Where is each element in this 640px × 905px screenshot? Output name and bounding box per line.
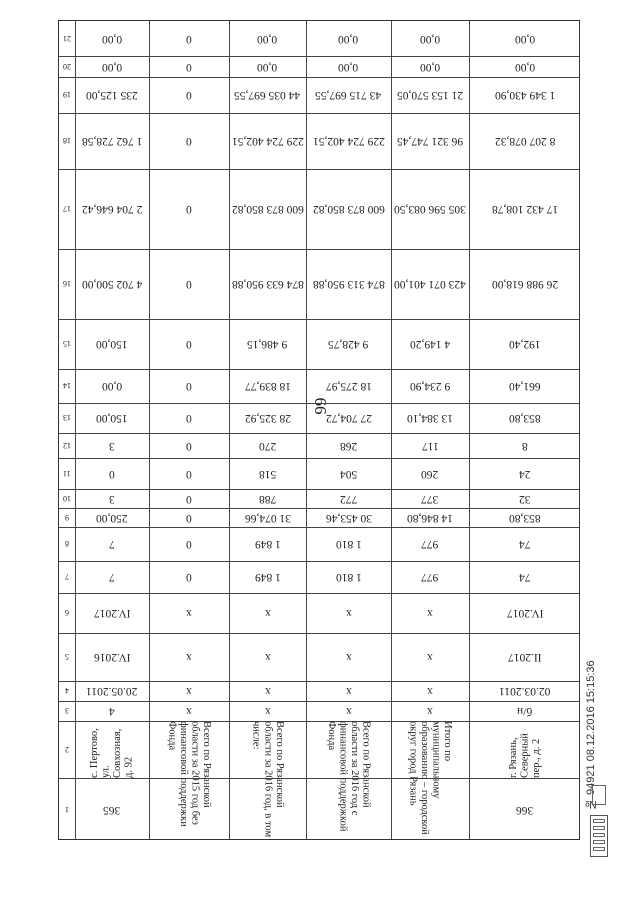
table-cell-text: 3: [109, 493, 115, 506]
table-cell: [149, 433, 229, 458]
table-cell: [391, 508, 469, 527]
table-cell: [391, 21, 469, 56]
table-cell-text: 0: [186, 468, 192, 481]
row-address: [469, 721, 581, 778]
table-cell-text: 150,00: [96, 338, 128, 351]
table-cell-text: 788: [258, 493, 277, 506]
data-table: [58, 20, 580, 840]
row-label: [391, 721, 469, 841]
table-cell-text: 874 313 950,88: [312, 278, 385, 291]
table-cell-text: 192,40: [509, 338, 541, 351]
table-cell-text: 117: [421, 440, 439, 453]
table-cell-text: х: [427, 607, 433, 620]
table-cell-text: 32: [519, 493, 531, 506]
table-cell-text: 4 149,20: [409, 338, 451, 351]
table-cell: [75, 633, 149, 681]
column-number-text: 17: [63, 204, 71, 214]
column-number-text: 10: [63, 494, 71, 504]
table-cell: [306, 21, 391, 56]
table-cell-text: 977: [421, 571, 439, 584]
row-number-text: 366: [516, 804, 534, 817]
table-cell: [306, 458, 391, 489]
table-cell: [229, 561, 306, 593]
column-number: [59, 56, 75, 77]
table-cell: [469, 458, 581, 489]
table-cell: [229, 593, 306, 633]
table-cell-text: 0,00: [338, 61, 359, 74]
table-cell: [469, 56, 581, 77]
column-number: [59, 561, 75, 593]
table-cell: [229, 369, 306, 403]
table-cell: [229, 433, 306, 458]
table-cell: [469, 77, 581, 113]
table-cell: [75, 458, 149, 489]
column-number-text: 5: [65, 652, 69, 662]
table-cell: [469, 527, 581, 561]
table-cell: [149, 319, 229, 369]
table-cell: [75, 403, 149, 433]
table-cell-text: 0: [186, 33, 192, 46]
table-cell: [149, 56, 229, 77]
table-cell: [306, 433, 391, 458]
table-cell-text: 260: [421, 468, 439, 481]
table-cell: [229, 403, 306, 433]
table-cell-text: IV.2017: [506, 607, 544, 620]
table-cell: [229, 319, 306, 369]
table-cell: [306, 369, 391, 403]
table-cell-text: 150,00: [96, 412, 128, 425]
column-number: [59, 721, 75, 778]
table-cell-text: 0: [186, 380, 192, 393]
table-cell: [306, 701, 391, 721]
table-cell: [306, 489, 391, 508]
table-cell: [229, 458, 306, 489]
table-cell-text: х: [427, 705, 433, 718]
table-cell: [229, 633, 306, 681]
table-cell: [149, 508, 229, 527]
table-cell: [149, 489, 229, 508]
column-number-text: 18: [63, 136, 71, 146]
table-cell-text: 8: [522, 440, 528, 453]
table-cell-text: 20.05.2011: [86, 685, 138, 698]
table-cell-text: 0,00: [419, 33, 441, 46]
table-cell: [469, 508, 581, 527]
table-cell: [75, 701, 149, 721]
table-cell: [391, 369, 469, 403]
row-address: [75, 721, 149, 778]
table-cell-text: 24: [519, 468, 531, 481]
table-cell: [306, 561, 391, 593]
table-cell-text: 1 810: [335, 571, 362, 584]
table-cell-text: х: [264, 705, 271, 718]
table-cell: [75, 319, 149, 369]
table-cell-text: б/н: [517, 705, 533, 718]
table-cell-text: 0,00: [338, 33, 359, 46]
table-cell-text: х: [264, 651, 271, 664]
table-cell: [391, 113, 469, 169]
table-cell: [469, 403, 581, 433]
column-number-text: 15: [63, 339, 71, 349]
table-cell: [391, 701, 469, 721]
table-cell-text: 0: [186, 203, 192, 216]
table-cell-text: х: [345, 651, 352, 664]
table-cell: [306, 403, 391, 433]
table-cell: [391, 489, 469, 508]
table-cell-text: 13 384,10: [407, 412, 453, 425]
table-cell: [149, 593, 229, 633]
table-cell-text: х: [186, 651, 192, 664]
column-number: [59, 681, 75, 701]
table-cell: [469, 21, 581, 56]
table-cell-text: 977: [421, 538, 439, 551]
column-number: [59, 778, 75, 841]
table-cell-text: 0,00: [514, 33, 536, 46]
table-cell: [469, 593, 581, 633]
table-cell: [149, 403, 229, 433]
table-cell-text: х: [186, 607, 192, 620]
column-number: [59, 527, 75, 561]
table-cell-text: 0: [186, 412, 192, 425]
table-cell: [149, 21, 229, 56]
column-number: [59, 433, 75, 458]
table-cell: [306, 633, 391, 681]
column-number: [59, 21, 75, 56]
table-cell: [469, 319, 581, 369]
table-cell: [469, 681, 581, 701]
column-number-text: 13: [63, 413, 71, 423]
table-cell-text: 0: [186, 89, 192, 102]
table-cell: [229, 77, 306, 113]
column-number-text: 11: [63, 469, 71, 479]
table-cell: [391, 403, 469, 433]
table-cell-text: 7: [109, 571, 115, 584]
table-cell: [391, 319, 469, 369]
table-cell-text: 9 428,75: [328, 338, 369, 351]
table-cell: [75, 681, 149, 701]
table-cell: [306, 508, 391, 527]
table-cell: [391, 527, 469, 561]
table-cell-text: 305 596 083,50: [394, 203, 466, 216]
row-label-text: Всего по Рязанской области за 2015 год без финансовой поддержки Фонда: [166, 721, 213, 827]
table-cell: [229, 56, 306, 77]
table-cell-text: 4 702 500,00: [81, 278, 143, 291]
column-number: [59, 508, 75, 527]
table-cell: [229, 249, 306, 319]
table-cell: [306, 169, 391, 249]
table-cell: [391, 77, 469, 113]
row-label: [229, 721, 306, 841]
table-cell-text: 0,00: [514, 61, 536, 74]
table-cell-text: 772: [339, 493, 358, 506]
table-cell-text: х: [264, 685, 271, 698]
column-number-text: 1: [65, 805, 69, 815]
column-number: [59, 489, 75, 508]
column-number-text: 4: [65, 686, 69, 696]
table-cell: [75, 56, 149, 77]
row-label-text: Всего по Рязанской области за 2016 год с финансовой поддержкой Фонда: [325, 721, 372, 832]
table-cell-text: 74: [519, 571, 531, 584]
column-number-text: 2: [65, 745, 69, 755]
table-cell: [149, 249, 229, 319]
table-cell: [469, 369, 581, 403]
table-cell: [229, 681, 306, 701]
table-cell-text: 18 275,97: [325, 380, 372, 393]
table-cell-text: 17 432 108,78: [491, 203, 559, 216]
barcode-icon: [590, 815, 608, 857]
table-cell-text: 74: [519, 538, 531, 551]
column-number: [59, 458, 75, 489]
table-cell: [149, 527, 229, 561]
column-number-text: 9: [65, 513, 69, 523]
table-cell: [391, 458, 469, 489]
table-cell: [469, 249, 581, 319]
column-number: [59, 249, 75, 319]
table-cell-text: 14 846,80: [407, 512, 453, 525]
table-cell: [75, 561, 149, 593]
table-cell-text: 0,00: [257, 33, 278, 46]
table-cell-text: 9 486,15: [247, 338, 288, 351]
row-label: [306, 721, 391, 841]
table-cell-text: х: [345, 705, 352, 718]
column-number: [59, 369, 75, 403]
table-cell: [75, 77, 149, 113]
registration-stamp: № 94921 08.12.2016 15:15:36: [585, 660, 597, 810]
table-cell: [149, 681, 229, 701]
table-cell-text: 0: [186, 493, 192, 506]
column-number: [59, 113, 75, 169]
table-cell: [229, 489, 306, 508]
row-number: [469, 778, 581, 841]
table-cell: [229, 21, 306, 56]
table-cell-text: 661,40: [509, 380, 541, 393]
table-cell-text: II.2017: [508, 651, 542, 664]
row-address-text: г. Рязань, Северный пер., д. 2: [507, 733, 542, 778]
row-label-text: Всего по Рязанской области за 2016 год, в том числе:: [250, 721, 285, 838]
table-cell: [149, 633, 229, 681]
table-cell-text: 0,00: [101, 61, 123, 74]
table-cell: [469, 701, 581, 721]
table-cell-text: 18 839,77: [244, 380, 291, 393]
table-cell-text: х: [427, 651, 433, 664]
column-number-text: 8: [65, 539, 69, 549]
table-cell-text: 02.03.2011: [499, 685, 551, 698]
table-cell: [306, 527, 391, 561]
table-cell-text: 600 873 850,82: [312, 203, 385, 216]
table-cell: [149, 701, 229, 721]
table-cell-text: х: [345, 607, 352, 620]
table-cell-text: 0: [186, 440, 192, 453]
table-cell-text: х: [264, 607, 271, 620]
table-cell: [469, 169, 581, 249]
table-cell-text: 1 849: [254, 538, 281, 551]
row-address-text: с. Пертово, ул. Совхозная, д. 92: [88, 728, 135, 778]
table-cell-text: 3: [109, 440, 115, 453]
table-cell-text: 1 849: [254, 571, 281, 584]
table-cell-text: 377: [421, 493, 439, 506]
table-cell: [306, 77, 391, 113]
table-cell: [75, 508, 149, 527]
table-cell: [391, 593, 469, 633]
table-cell-text: 0: [186, 278, 192, 291]
table-cell: [391, 433, 469, 458]
table-cell-text: х: [186, 705, 192, 718]
table-cell: [229, 508, 306, 527]
table-cell: [229, 169, 306, 249]
table-cell: [306, 249, 391, 319]
table-cell: [75, 433, 149, 458]
table-cell-text: 9 234,90: [409, 380, 451, 393]
table-cell-text: 7: [109, 538, 115, 551]
column-number-text: 16: [63, 279, 71, 289]
table-cell: [149, 369, 229, 403]
table-cell: [75, 249, 149, 319]
column-number-text: 3: [65, 706, 69, 716]
table-cell: [306, 113, 391, 169]
table-cell-text: 44 035 697,55: [234, 89, 301, 102]
table-cell: [229, 701, 306, 721]
row-number-text: 365: [103, 804, 121, 817]
table-cell-text: 1 349 430,90: [494, 89, 556, 102]
table-cell-text: 0: [186, 571, 192, 584]
table-cell: [75, 169, 149, 249]
table-cell: [149, 113, 229, 169]
table-cell: [75, 21, 149, 56]
column-number-text: 20: [63, 62, 71, 72]
table-cell-text: 0: [186, 538, 192, 551]
row-label: [149, 721, 229, 841]
table-cell-text: 0: [186, 338, 192, 351]
table-cell-text: 1 810: [335, 538, 362, 551]
table-cell-text: 250,00: [96, 512, 128, 525]
table-cell-text: 28 325,92: [244, 412, 291, 425]
column-number: [59, 77, 75, 113]
table-cell-text: 270: [258, 440, 277, 453]
column-number-text: 12: [63, 441, 71, 451]
table-cell: [391, 169, 469, 249]
table-cell: [149, 561, 229, 593]
row-number: [75, 778, 149, 841]
table-cell: [469, 489, 581, 508]
table-cell-text: 0,00: [257, 61, 278, 74]
table-cell-text: 26 988 618,00: [491, 278, 559, 291]
table-cell: [149, 169, 229, 249]
table-cell: [75, 489, 149, 508]
table-cell: [391, 56, 469, 77]
table-cell-text: 0: [186, 135, 192, 148]
table-cell: [149, 77, 229, 113]
table-cell-text: 31 074,66: [244, 512, 291, 525]
table-cell-text: 1 762 728,58: [81, 135, 143, 148]
table-cell-text: 4: [109, 705, 115, 718]
table-cell-text: 43 715 697,55: [315, 89, 382, 102]
table-cell-text: 853,80: [509, 512, 541, 525]
row-label-text: Итого по муниципальному образованию – городской округ город Рязань: [407, 721, 454, 835]
table-cell: [75, 593, 149, 633]
table-cell-text: 0,00: [101, 33, 123, 46]
table-cell-text: 2 704 646,42: [81, 203, 143, 216]
table-cell-text: 0: [109, 468, 115, 481]
table-cell-text: 504: [339, 468, 358, 481]
table-cell-text: х: [427, 685, 433, 698]
column-number-text: 6: [65, 608, 69, 618]
table-cell: [229, 527, 306, 561]
seal-icon: [592, 785, 606, 805]
table-cell-text: IV.2016: [93, 651, 131, 664]
table-cell: [469, 561, 581, 593]
table-cell-text: 268: [339, 440, 358, 453]
column-number-text: 7: [65, 572, 69, 582]
table-cell-text: IV.2017: [93, 607, 131, 620]
table-cell-text: 8 207 078,32: [494, 135, 556, 148]
table-cell-text: 30 453,46: [325, 512, 372, 525]
table-cell-text: 235 125,00: [86, 89, 138, 102]
table-cell: [306, 681, 391, 701]
table-cell-text: х: [186, 685, 192, 698]
table-cell-text: 27 704,72: [325, 412, 372, 425]
column-number: [59, 701, 75, 721]
column-number: [59, 319, 75, 369]
table-cell: [391, 633, 469, 681]
table-cell-text: 518: [258, 468, 277, 481]
table-cell: [469, 633, 581, 681]
table-cell: [149, 458, 229, 489]
table-cell-text: 874 633 950,88: [231, 278, 304, 291]
table-cell-text: 21 153 570,05: [396, 89, 464, 102]
table-cell-text: 0: [186, 61, 192, 74]
table-cell: [306, 593, 391, 633]
table-cell: [391, 249, 469, 319]
table-cell-text: 600 873 850,82: [231, 203, 304, 216]
table-cell: [306, 56, 391, 77]
column-number-text: 19: [63, 90, 71, 100]
table-cell-text: 853,80: [509, 412, 541, 425]
table-cell-text: 0: [186, 512, 192, 525]
table-cell-text: 96 321 747,45: [396, 135, 464, 148]
table-cell: [75, 527, 149, 561]
column-number: [59, 403, 75, 433]
table-cell: [75, 113, 149, 169]
column-number-text: 14: [63, 381, 71, 391]
table-cell: [469, 113, 581, 169]
table-cell: [391, 561, 469, 593]
column-number-text: 21: [63, 34, 71, 44]
column-number: [59, 593, 75, 633]
table-cell: [391, 681, 469, 701]
table-cell-text: х: [345, 685, 352, 698]
table-cell-text: 229 724 402,51: [312, 135, 385, 148]
table-cell-text: 423 071 401,00: [394, 278, 466, 291]
table-cell: [75, 369, 149, 403]
table-cell-text: 0,00: [101, 380, 123, 393]
table-cell-text: 229 724 402,51: [231, 135, 304, 148]
column-number: [59, 169, 75, 249]
table-cell: [469, 433, 581, 458]
column-number: [59, 633, 75, 681]
table-cell: [306, 319, 391, 369]
table-cell-text: 0,00: [419, 61, 441, 74]
page-number: 66: [311, 397, 330, 415]
table-cell: [229, 113, 306, 169]
